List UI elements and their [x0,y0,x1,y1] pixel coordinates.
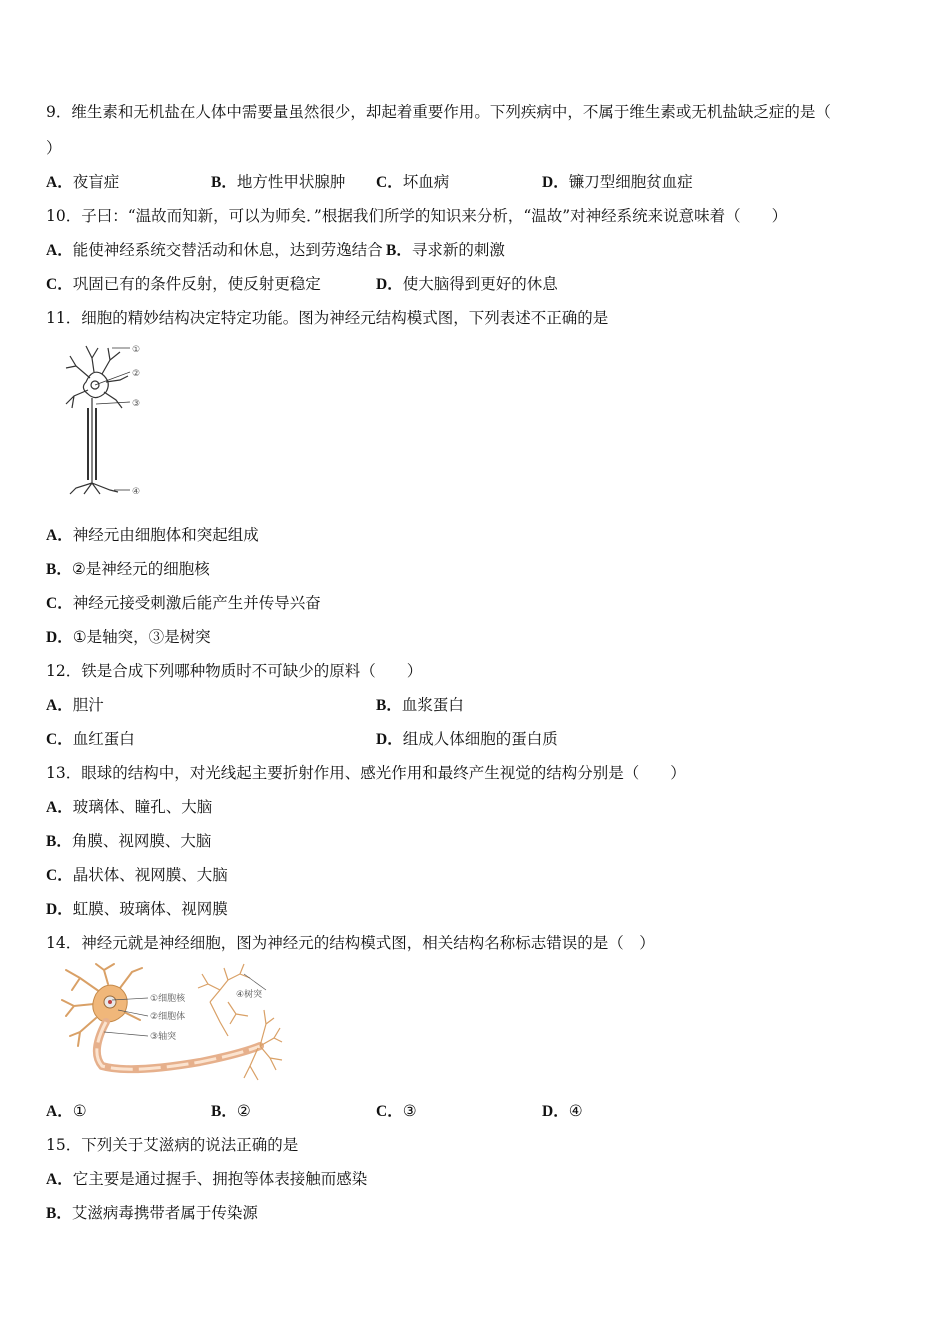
q13-option-b[interactable]: B．角膜、视网膜、大脑 [46,832,212,850]
q9-option-b[interactable]: B．地方性甲状腺肿 [211,173,346,191]
q10-option-b[interactable]: B．寻求新的刺激 [386,241,505,259]
q11-figure-label-3: ③ [132,399,141,409]
neuron-diagram [62,338,152,504]
q11-figure-label-2: ② [132,369,141,379]
q11-figure-label-4: ④ [132,487,141,497]
q9-stem-cont: ） [46,139,62,157]
q10-option-a[interactable]: A．能使神经系统交替活动和休息，达到劳逸结合 [46,241,383,259]
q11-stem: 11．细胞的精妙结构决定特定功能。图为神经元结构模式图，下列表述不正确的是 [46,309,609,327]
q9-option-d[interactable]: D．镰刀型细胞贫血症 [542,173,693,191]
neuron-diagram-figure [62,338,152,504]
q9-option-c[interactable]: C．坏血病 [376,173,450,191]
q13-stem: 13．眼球的结构中，对光线起主要折射作用、感光作用和最终产生视觉的结构分别是（ ） [46,764,686,782]
q14-stem: 14．神经元就是神经细胞，图为神经元的结构模式图，相关结构名称标志错误的是（ ） [46,934,655,952]
q12-option-c[interactable]: C．血红蛋白 [46,730,135,748]
q14-figure-label-dendrite: ④树突 [236,990,263,1000]
q15-option-b[interactable]: B．艾滋病毒携带者属于传染源 [46,1204,258,1222]
q13-option-a[interactable]: A．玻璃体、瞳孔、大脑 [46,798,213,816]
q15-option-a[interactable]: A．它主要是通过握手、拥抱等体表接触而感染 [46,1170,368,1188]
q14-figure-label-cell-body: ②细胞体 [150,1012,186,1022]
q14-option-c[interactable]: C．③ [376,1102,417,1120]
q10-stem: 10．子曰：“温故而知新，可以为师矣．”根据我们所学的知识来分析，“温故”对神经系统来说意味着（ ） [46,207,788,225]
q11-option-b[interactable]: B．②是神经元的细胞核 [46,560,210,578]
neuron-color-figure [60,962,285,1088]
q10-option-c[interactable]: C．巩固已有的条件反射，使反射更稳定 [46,275,321,293]
q14-option-a[interactable]: A．① [46,1102,87,1120]
q14-figure-label-axon: ③轴突 [150,1032,177,1042]
q9-stem: 9．维生素和无机盐在人体中需要量虽然很少，却起着重要作用。下列疾病中，不属于维生素或无机盐缺乏症的是（ [46,103,831,121]
neuron-color-diagram [60,962,285,1088]
q9-option-a[interactable]: A．夜盲症 [46,173,120,191]
q14-option-b[interactable]: B．② [211,1102,251,1120]
q12-option-d[interactable]: D．组成人体细胞的蛋白质 [376,730,558,748]
q14-option-d[interactable]: D．④ [542,1102,583,1120]
q12-option-a[interactable]: A．胆汁 [46,696,104,714]
q13-option-c[interactable]: C．晶状体、视网膜、大脑 [46,866,228,884]
q11-figure-label-1: ① [132,345,141,355]
q15-stem: 15．下列关于艾滋病的说法正确的是 [46,1136,299,1154]
q11-option-d[interactable]: D．①是轴突，③是树突 [46,628,211,646]
q11-option-a[interactable]: A．神经元由细胞体和突起组成 [46,526,259,544]
q11-option-c[interactable]: C．神经元接受刺激后能产生并传导兴奋 [46,594,321,612]
q13-option-d[interactable]: D．虹膜、玻璃体、视网膜 [46,900,228,918]
q14-figure-label-nucleus: ①细胞核 [150,994,186,1004]
q12-option-b[interactable]: B．血浆蛋白 [376,696,464,714]
q10-option-d[interactable]: D．使大脑得到更好的休息 [376,275,558,293]
q12-stem: 12．铁是合成下列哪种物质时不可缺少的原料（ ） [46,662,423,680]
